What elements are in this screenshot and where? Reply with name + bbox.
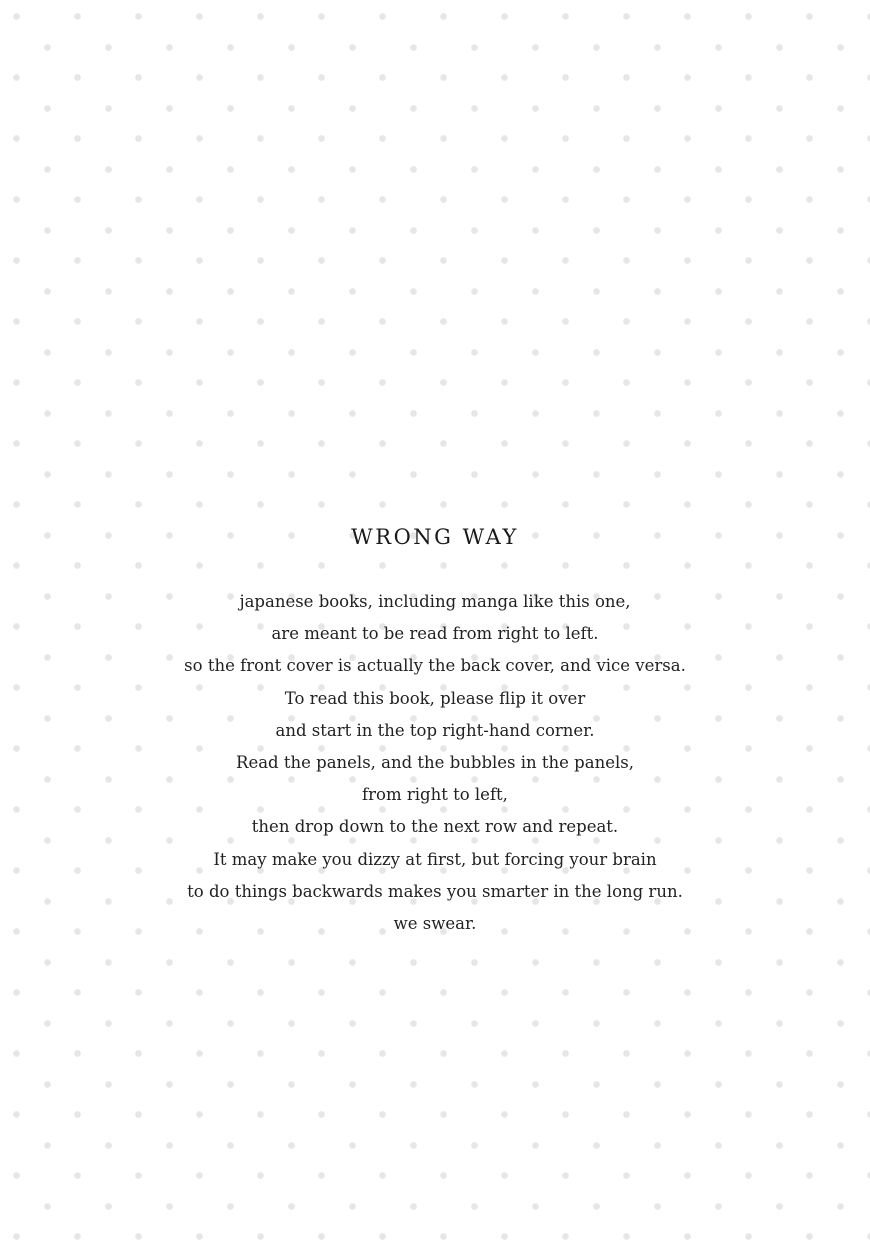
instruction-line: so the front cover is actually the back cover, and vice versa. [184, 656, 686, 676]
instruction-line: then drop down to the next row and repeat. [251, 817, 619, 837]
instruction-line: To read this book, please flip it over [284, 688, 586, 708]
instruction-line: japanese books, including manga like this one, [239, 592, 631, 611]
instruction-line: and start in the top right-hand corner. [275, 720, 595, 740]
instruction-line: we swear. [393, 914, 477, 934]
instructions-block [0, 518, 870, 940]
instruction-line: are meant to be read from right to left. [271, 624, 599, 644]
instruction-line: It may make you dizzy at first, but forcing your brain [213, 849, 657, 869]
instructions-text [0, 586, 870, 940]
instruction-line: from right to left, [362, 785, 508, 805]
instruction-line: Read the panels, and the bubbles in the panels, [236, 753, 634, 773]
instruction-line: to do things backwards makes you smarter in the long run. [187, 881, 683, 901]
page-title: WRONG WAY [351, 525, 519, 549]
